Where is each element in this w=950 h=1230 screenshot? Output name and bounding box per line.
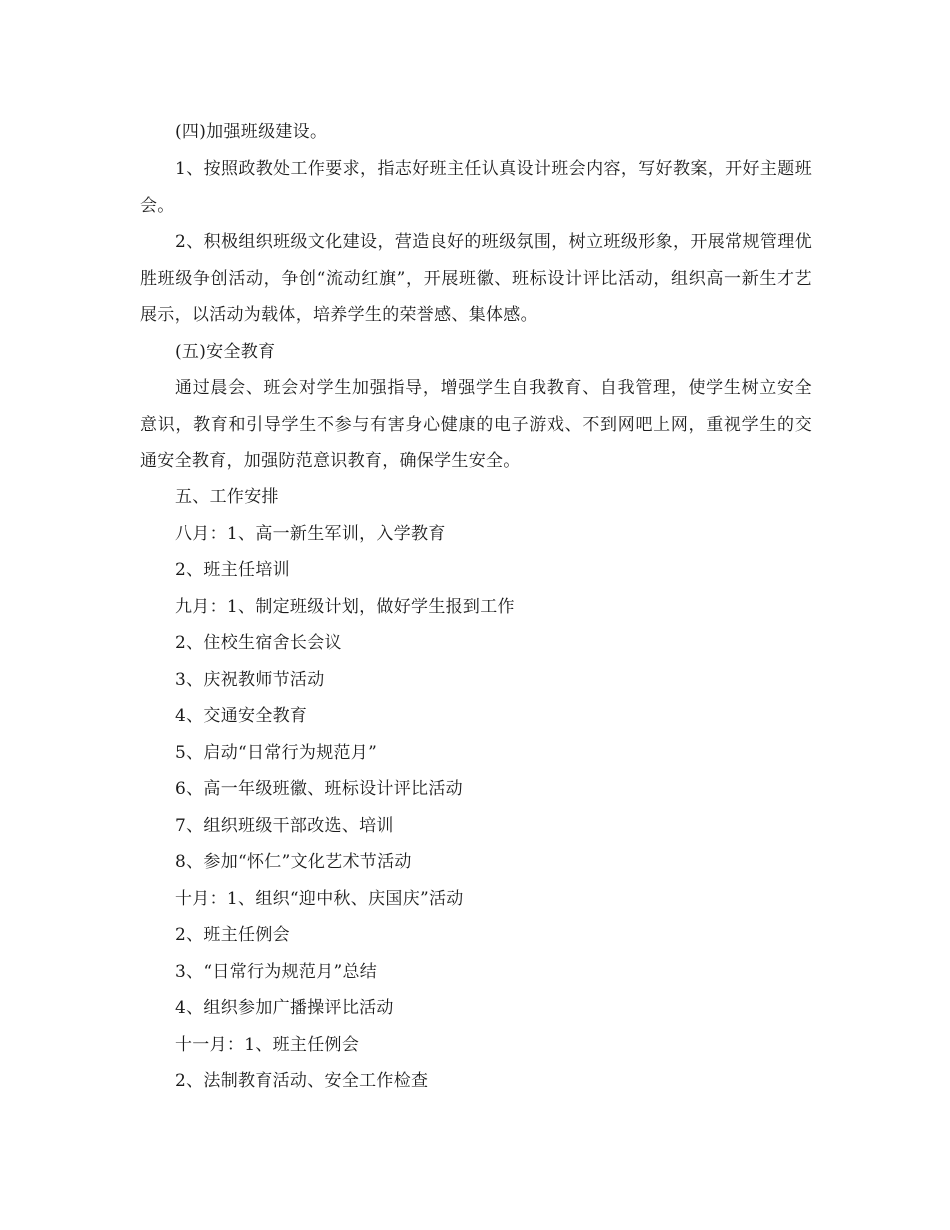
paragraph-safety-body: 通过晨会、班会对学生加强指导，增强学生自我教育、自我管理，使学生树立安全意识，教育和引导学生不参与有害身心健康的电子游戏、不到网吧上网，重视学生的交通安全教育，加强防范意识教育，确保学生安全。 <box>140 378 812 471</box>
schedule-line: 6、高一年级班徽、班标设计评比活动 <box>175 779 463 799</box>
schedule-heading: 五、工作安排 <box>175 487 279 507</box>
paragraph-item-2: 2、积极组织班级文化建设，营造良好的班级氛围，树立班级形象，开展常规管理优胜班级争创活动，争创“流动红旗”，开展班徽、班标设计评比活动，组织高一新生才艺展示，以活动为载体，培养学生的荣誉感、集体感。 <box>140 232 812 325</box>
schedule-line: 十月：1、组织“迎中秋、庆国庆”活动 <box>175 888 464 909</box>
section-heading-safety-education: (五)安全教育 <box>175 342 276 362</box>
schedule-line: 2、班主任培训 <box>175 560 290 580</box>
work-schedule-list <box>175 479 515 1100</box>
schedule-line: 八月：1、高一新生军训，入学教育 <box>175 523 446 544</box>
schedule-line: 4、组织参加广播操评比活动 <box>175 998 394 1018</box>
schedule-line: 九月：1、制定班级计划，做好学生报到工作 <box>175 596 515 617</box>
schedule-line: 3、“日常行为规范月”总结 <box>175 961 378 982</box>
schedule-line: 5、启动“日常行为规范月” <box>175 742 378 763</box>
schedule-line: 2、住校生宿舍长会议 <box>175 633 342 653</box>
schedule-line: 3、庆祝教师节活动 <box>175 669 325 690</box>
schedule-line: 2、法制教育活动、安全工作检查 <box>175 1071 429 1091</box>
schedule-line: 4、交通安全教育 <box>175 706 308 726</box>
schedule-line: 十一月：1、班主任例会 <box>175 1034 360 1055</box>
paragraph-item-1: 1、按照政教处工作要求，指志好班主任认真设计班会内容，写好教案，开好主题班会。 <box>140 159 812 216</box>
schedule-line: 2、班主任例会 <box>175 925 290 945</box>
schedule-line: 8、参加“怀仁”文化艺术节活动 <box>175 852 412 872</box>
schedule-line: 7、组织班级干部改选、培训 <box>175 815 394 836</box>
section-heading-class-building: (四)加强班级建设。 <box>175 122 328 142</box>
